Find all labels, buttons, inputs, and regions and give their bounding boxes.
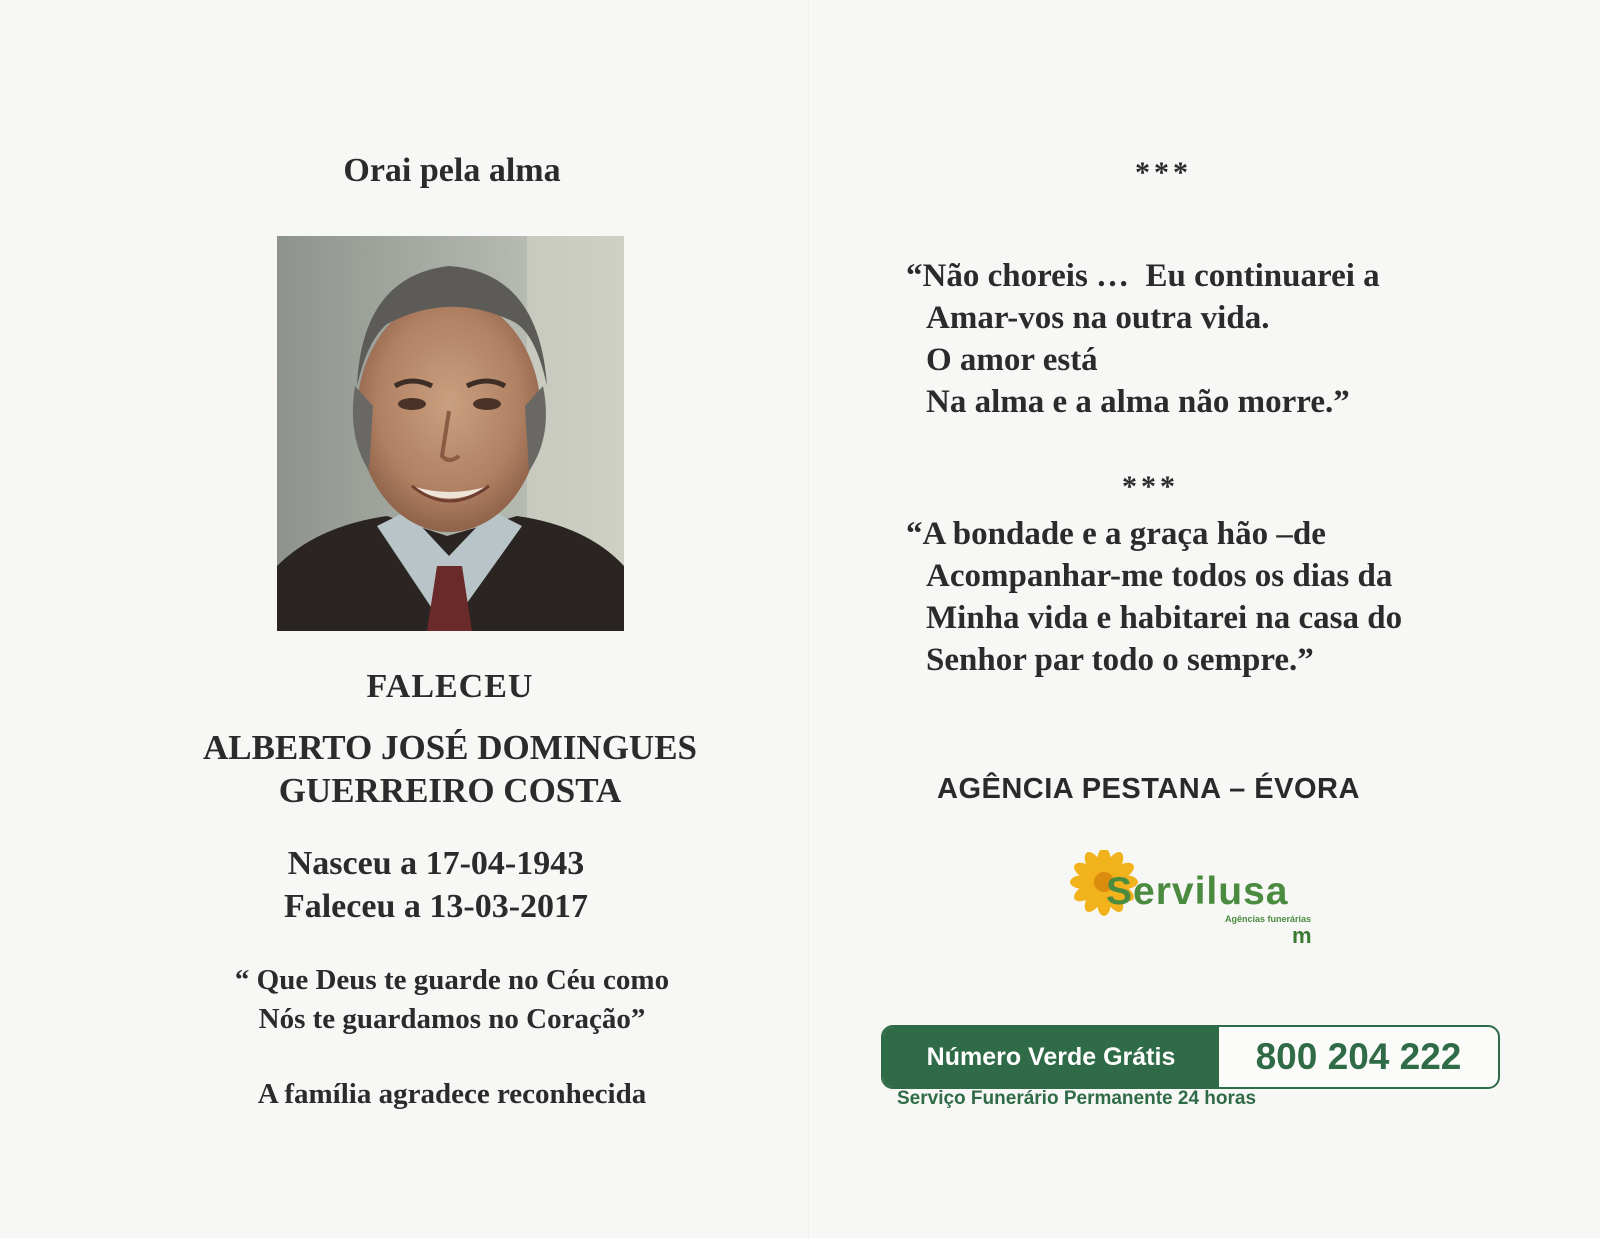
death-date: Faleceu a 13-03-2017 [283, 888, 589, 925]
memorial-quote-line2: Nós te guardamos no Coração” [258, 1003, 646, 1035]
logo-subtitle: Agências funerárias [1225, 914, 1312, 924]
logo-wordmark: Servilusa [1106, 870, 1289, 913]
family-thanks: A família agradece reconhecida [257, 1078, 647, 1110]
died-heading: FALECEU [366, 668, 534, 705]
memorial-quote-line1: “ Que Deus te guarde no Céu como [234, 964, 670, 996]
verse1-line: Amar-vos na outra vida. [926, 300, 1270, 336]
separator-stars: *** [1135, 156, 1192, 189]
verse2-line: Minha vida e habitarei na casa do [926, 600, 1403, 636]
servilusa-logo [1070, 850, 1360, 960]
free-phone-box [881, 1025, 1500, 1089]
verse2-line: “A bondade e a graça hão –de [906, 516, 1326, 552]
service-hours: Serviço Funerário Permanente 24 horas [897, 1088, 1257, 1109]
deceased-name-line2: GUERREIRO COSTA [278, 771, 622, 810]
verse2-line: Senhor par todo o sempre.” [926, 642, 1314, 678]
agency-name: AGÊNCIA PESTANA – ÉVORA [937, 773, 1360, 805]
separator-stars: *** [1122, 470, 1179, 503]
phone-number[interactable]: 800 204 222 [1255, 1036, 1462, 1077]
verse2-line: Acompanhar-me todos os dias da [926, 558, 1393, 594]
portrait-icon [277, 236, 624, 631]
verse1-line: O amor está [926, 342, 1098, 378]
verse1-line: Na alma e a alma não morre.” [926, 384, 1350, 420]
logo-mark: m [1292, 923, 1312, 948]
deceased-name-line1: ALBERTO JOSÉ DOMINGUES [202, 728, 698, 767]
free-number-label: Número Verde Grátis [883, 1027, 1219, 1087]
pray-heading: Orai pela alma [343, 152, 561, 189]
birth-date: Nasceu a 17-04-1943 [287, 845, 585, 882]
verse1-line: “Não choreis … Eu continuarei a [906, 258, 1380, 294]
portrait-photo [277, 236, 624, 631]
